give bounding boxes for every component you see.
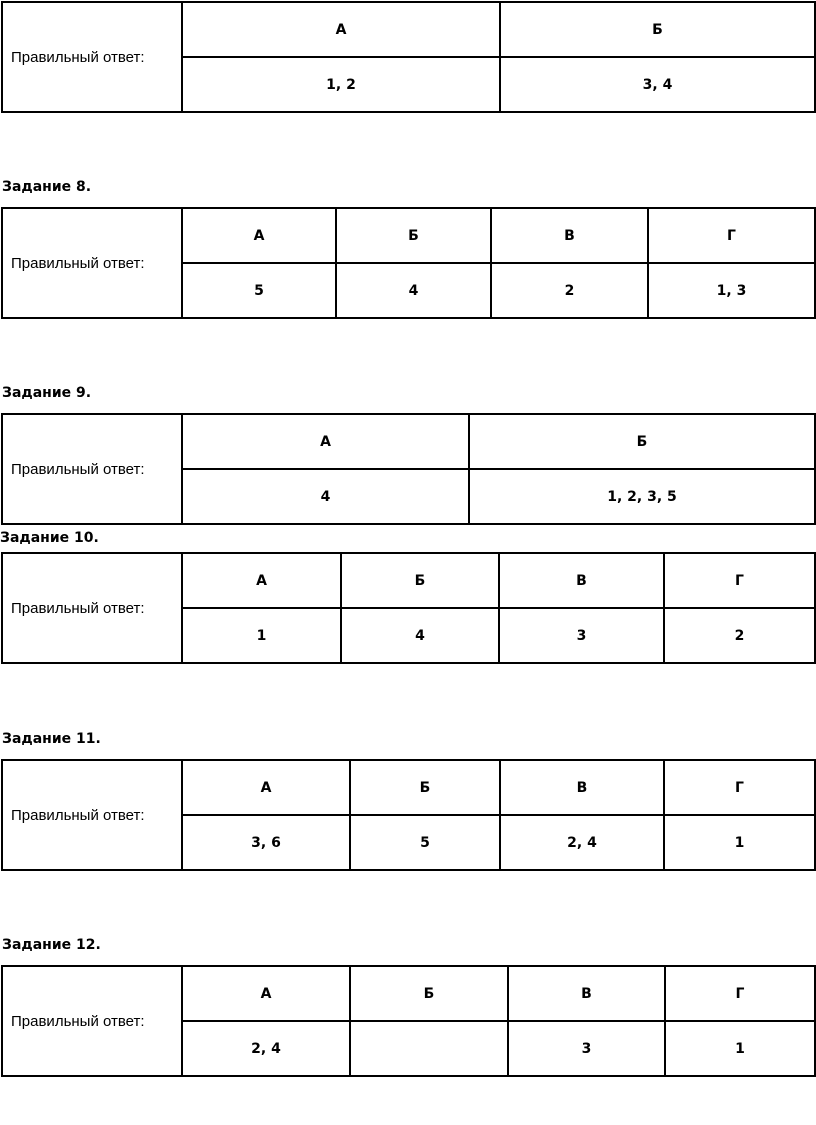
answer-cell-v: 2 xyxy=(491,263,648,318)
task-heading-9: Задание 9. xyxy=(2,385,92,401)
answer-cell-b: 4 xyxy=(336,263,491,318)
answer-label: Правильный ответ: xyxy=(2,760,182,870)
column-header-g: Г xyxy=(664,553,815,608)
task-heading-12: Задание 12. xyxy=(2,937,101,953)
column-header-b: Б xyxy=(350,760,500,815)
column-header-v: В xyxy=(491,208,648,263)
answer-table-task-7 xyxy=(1,1,816,113)
answer-cell-g: 1, 3 xyxy=(648,263,815,318)
task-heading-8: Задание 8. xyxy=(2,179,92,195)
answer-cell-a: 2, 4 xyxy=(182,1021,350,1076)
column-header-v: В xyxy=(508,966,665,1021)
answer-cell-g: 2 xyxy=(664,608,815,663)
column-header-b: Б xyxy=(341,553,499,608)
answer-table-task-12 xyxy=(1,965,816,1077)
column-header-b: Б xyxy=(500,2,815,57)
column-header-a: А xyxy=(182,414,469,469)
answer-label: Правильный ответ: xyxy=(2,208,182,318)
answer-cell-a: 1, 2 xyxy=(182,57,500,112)
answer-table-task-8 xyxy=(1,207,816,319)
answer-cell-v: 3 xyxy=(508,1021,665,1076)
column-header-a: А xyxy=(182,760,350,815)
task-heading-10: Задание 10. xyxy=(0,530,99,546)
answer-label: Правильный ответ: xyxy=(2,2,182,112)
answer-cell-b xyxy=(350,1021,508,1076)
answer-cell-a: 4 xyxy=(182,469,469,524)
column-header-v: В xyxy=(500,760,664,815)
column-header-g: Г xyxy=(664,760,815,815)
answer-table-task-9 xyxy=(1,413,816,525)
column-header-a: А xyxy=(182,2,500,57)
answer-cell-v: 2, 4 xyxy=(500,815,664,870)
column-header-a: А xyxy=(182,208,336,263)
column-header-a: А xyxy=(182,553,341,608)
column-header-v: В xyxy=(499,553,664,608)
answer-label: Правильный ответ: xyxy=(2,966,182,1076)
answer-cell-b: 3, 4 xyxy=(500,57,815,112)
column-header-a: А xyxy=(182,966,350,1021)
answer-cell-b: 1, 2, 3, 5 xyxy=(469,469,815,524)
answer-cell-a: 1 xyxy=(182,608,341,663)
answer-label: Правильный ответ: xyxy=(2,414,182,524)
column-header-g: Г xyxy=(648,208,815,263)
answer-table-task-11 xyxy=(1,759,816,871)
answer-cell-a: 5 xyxy=(182,263,336,318)
answer-label: Правильный ответ: xyxy=(2,553,182,663)
answer-cell-a: 3, 6 xyxy=(182,815,350,870)
answer-cell-b: 5 xyxy=(350,815,500,870)
answer-cell-v: 3 xyxy=(499,608,664,663)
task-heading-11: Задание 11. xyxy=(2,731,101,747)
answer-cell-g: 1 xyxy=(664,815,815,870)
column-header-b: Б xyxy=(469,414,815,469)
answer-table-task-10 xyxy=(1,552,816,664)
answer-cell-b: 4 xyxy=(341,608,499,663)
column-header-b: Б xyxy=(336,208,491,263)
answer-cell-g: 1 xyxy=(665,1021,815,1076)
column-header-g: Г xyxy=(665,966,815,1021)
column-header-b: Б xyxy=(350,966,508,1021)
